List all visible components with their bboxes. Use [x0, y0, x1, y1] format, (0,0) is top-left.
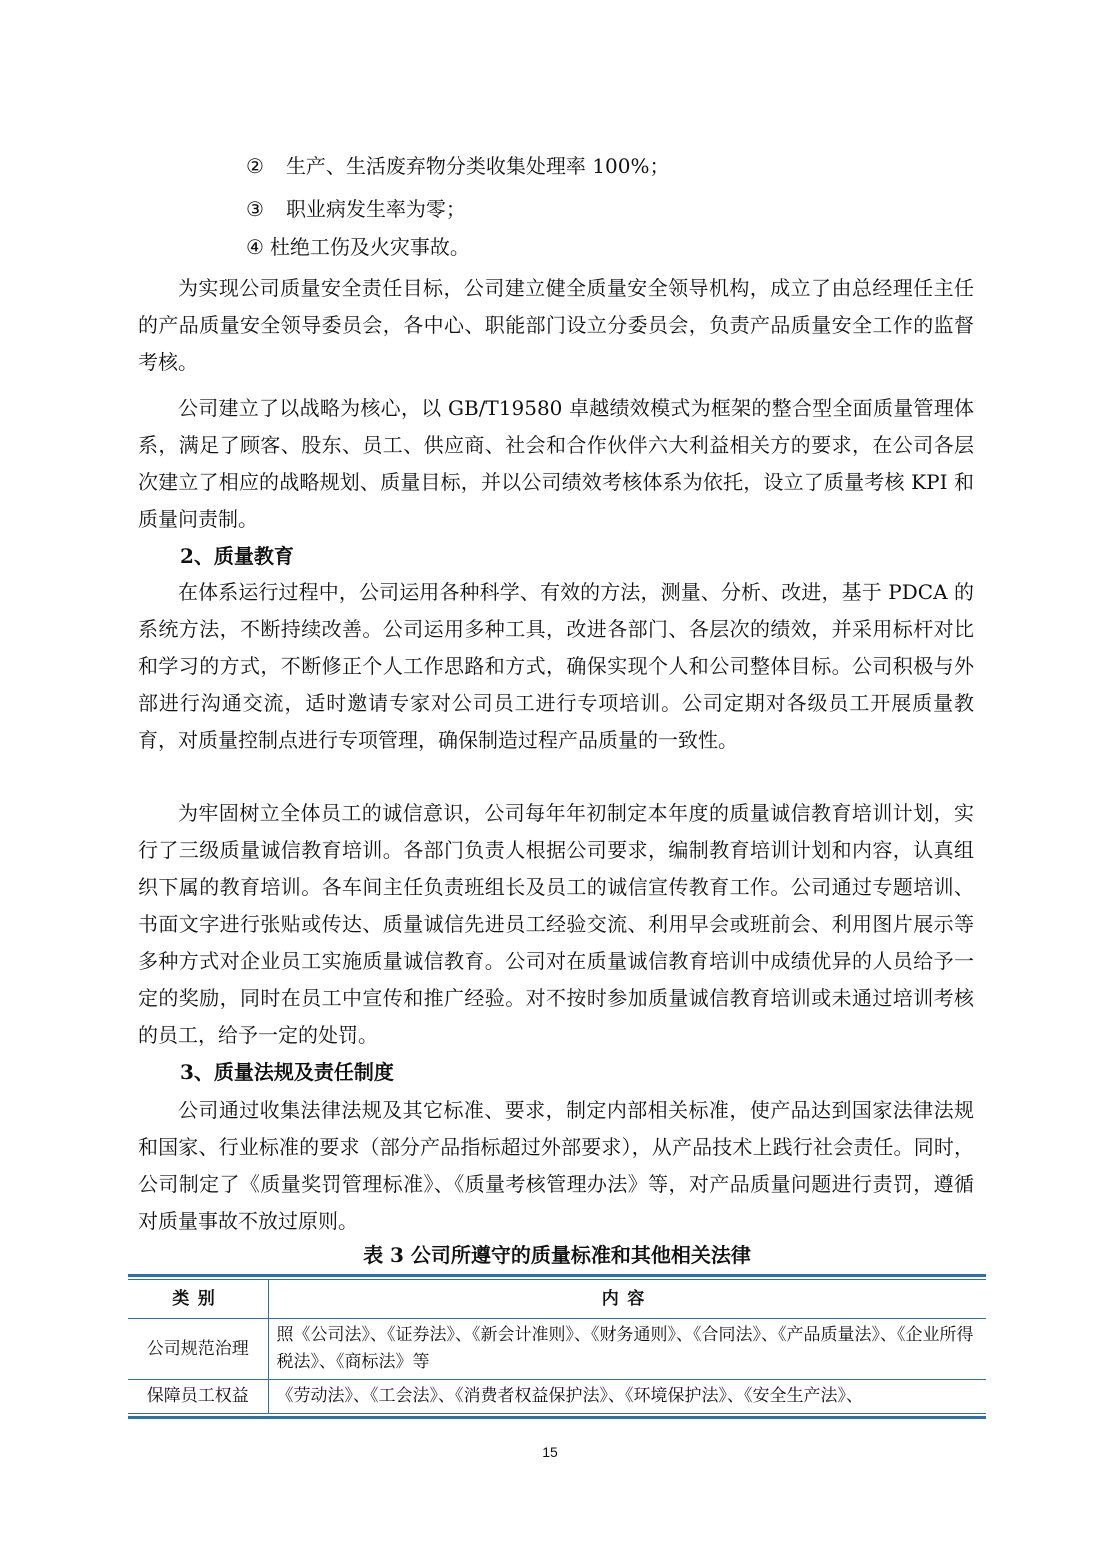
- list-marker: ③: [246, 197, 264, 221]
- list-marker: ④: [246, 235, 264, 259]
- paragraph-quality-system: 公司建立了以战略为核心，以 GB/T19580 卓越绩效模式为框架的整合型全面质量管理体系，满足了顾客、股东、员工、供应商、社会和合作伙伴六大利益相关方的要求，在公司各层次建立了相应的战略规划、质量目标，并以公司绩效考核体系为依托，设立了质量考核 KPI 和质量问责制。: [138, 396, 974, 531]
- list-text: 杜绝工伤及火灾事故。: [269, 235, 470, 259]
- table-bottom-rule: [128, 1416, 986, 1419]
- page-number: 15: [542, 1444, 558, 1460]
- list-text: 职业病发生率为零；: [285, 197, 466, 221]
- paragraph-quality-education: 在体系运行过程中，公司运用各种科学、有效的方法，测量、分析、改进，基于 PDCA 的系统方法，不断持续改善。公司运用多种工具，改进各部门、各层次的绩效，并采用标杆对比和学习的方式，不断修正个人工作思路和方式，确保实现个人和公司整体目标。公司积极与外部进行沟通交流，适时邀请专家对公司员工进行专项培训。公司定期对各级员工开展质量教育，对质量控制点进行专项管理，确保制造过程产品质量的一致性。: [138, 580, 974, 752]
- list-item: [246, 194, 466, 224]
- table-cell-category: 保障员工权益: [128, 1380, 268, 1414]
- table-cell-content: 照《公司法》、《证券法》、《新会计准则》、《财务通则》、《合同法》、《产品质量法》、《企业所得税法》、《商标法》等: [268, 1319, 986, 1380]
- list-item: [246, 232, 470, 262]
- list-marker: ②: [246, 154, 264, 178]
- table-header-row: [128, 1280, 986, 1319]
- section-heading-quality-education: 2、质量教育: [180, 544, 294, 568]
- table-cell-content: 《劳动法》、《工会法》、《消费者权益保护法》、《环境保护法》、《安全生产法》、: [268, 1380, 986, 1414]
- paragraph-quality-regulations: 公司通过收集法律法规及其它标准、要求，制定内部相关标准，使产品达到国家法律法规和国家、行业标准的要求（部分产品指标超过外部要求），从产品技术上践行社会责任。同时，公司制定了《质量奖罚管理标准》、《质量考核管理办法》等，对产品质量问题进行责罚，遵循对质量事故不放过原则。: [138, 1098, 974, 1233]
- table: [128, 1280, 986, 1414]
- column-header-content: 内容: [268, 1280, 986, 1319]
- table-row: [128, 1319, 986, 1380]
- table-cell-category: 公司规范治理: [128, 1319, 268, 1380]
- standards-table: [128, 1274, 986, 1419]
- paragraph-safety-organization: 为实现公司质量安全责任目标，公司建立健全质量安全领导机构，成立了由总经理任主任的产品质量安全领导委员会，各中心、职能部门设立分委员会，负责产品质量安全工作的监督考核。: [138, 276, 974, 374]
- table-caption: 表 3 公司所遵守的质量标准和其他相关法律: [363, 1243, 751, 1267]
- table-row: [128, 1380, 986, 1414]
- section-heading-quality-regulations: 3、质量法规及责任制度: [180, 1060, 394, 1084]
- paragraph-integrity-training: 为牢固树立全体员工的诚信意识，公司每年年初制定本年度的质量诚信教育培训计划，实行了三级质量诚信教育培训。各部门负责人根据公司要求，编制教育培训计划和内容，认真组织下属的教育培训。各车间主任负责班组长及员工的诚信宣传教育工作。公司通过专题培训、书面文字进行张贴或传达、质量诚信先进员工经验交流、利用早会或班前会、利用图片展示等多种方式对企业员工实施质量诚信教育。公司对在质量诚信教育培训中成绩优异的人员给予一定的奖励，同时在员工中宣传和推广经验。对不按时参加质量诚信教育培训或未通过培训考核的员工，给予一定的处罚。: [138, 801, 974, 1047]
- column-header-category: 类别: [128, 1280, 268, 1319]
- list-text: 生产、生活废弃物分类收集处理率 100%；: [285, 154, 670, 178]
- list-item: [246, 151, 669, 181]
